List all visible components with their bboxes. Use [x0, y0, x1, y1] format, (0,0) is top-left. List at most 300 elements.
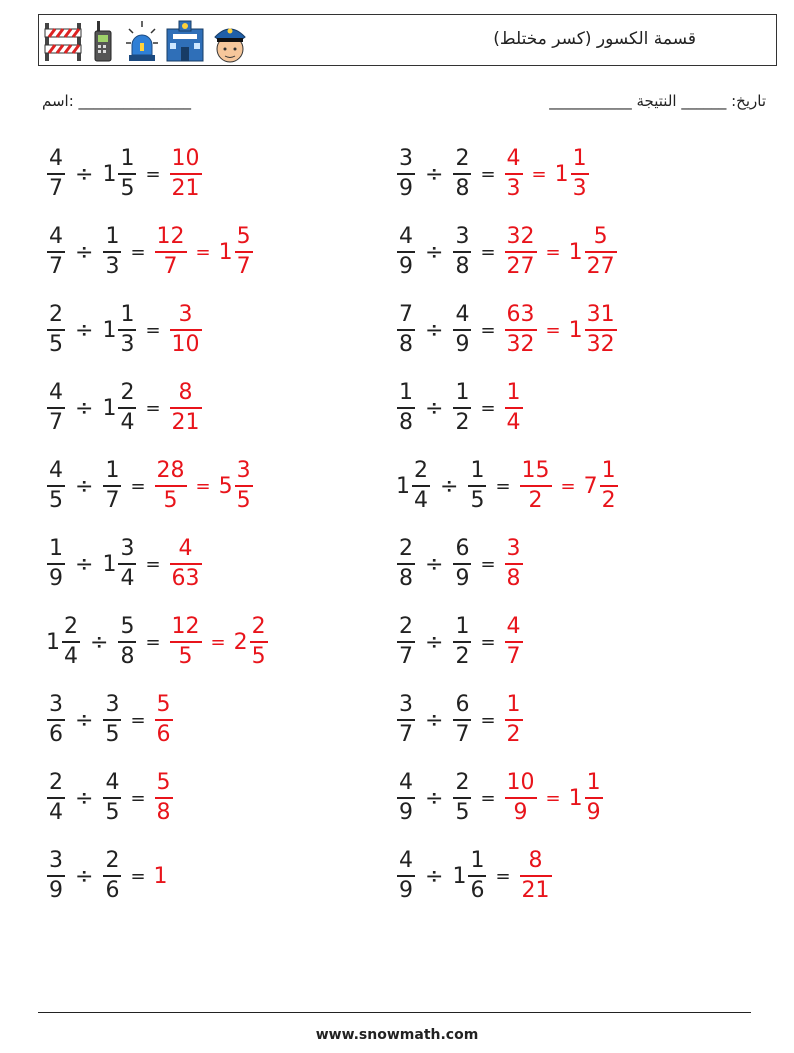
denominator: 7 [49, 409, 63, 435]
denominator: 7 [455, 721, 470, 747]
fraction [397, 616, 415, 668]
numerator: 12 [171, 614, 200, 640]
numerator: 1 [601, 458, 616, 484]
fraction-bar [170, 407, 202, 409]
denominator: 8 [399, 409, 413, 435]
denominator: 4 [64, 643, 78, 669]
fraction [468, 460, 486, 512]
fraction [397, 538, 415, 590]
whole-number: 1 [568, 317, 583, 343]
denominator: 27 [506, 253, 535, 279]
answer-fraction [505, 772, 537, 824]
numerator: 4 [399, 770, 413, 796]
numerator: 1 [572, 146, 587, 172]
answer-fraction [170, 538, 202, 590]
numerator: 3 [455, 224, 470, 250]
divisor [452, 226, 472, 278]
numerator: 5 [593, 224, 608, 250]
fraction-bar [118, 173, 136, 175]
answer-fraction [520, 850, 552, 902]
fraction-bar [505, 719, 523, 721]
denominator: 7 [506, 643, 521, 669]
divisor [102, 226, 122, 278]
fraction-bar [118, 563, 136, 565]
numerator: 1 [506, 380, 521, 406]
fraction [453, 382, 471, 434]
denominator: 9 [586, 799, 601, 825]
answer [154, 460, 254, 512]
fraction-bar [468, 875, 486, 877]
denominator: 5 [178, 643, 193, 669]
answer-fraction [170, 304, 202, 356]
numerator: 5 [156, 770, 171, 796]
answer [504, 538, 524, 590]
problem-row [396, 532, 524, 596]
divisor [102, 850, 122, 902]
denominator: 7 [49, 253, 63, 279]
denominator: 9 [399, 253, 413, 279]
numerator: 4 [178, 536, 193, 562]
fraction-bar [520, 875, 552, 877]
divisor [102, 694, 122, 746]
numerator: 2 [399, 536, 413, 562]
denominator: 9 [49, 877, 63, 903]
fraction-bar [453, 251, 471, 253]
dividend [46, 226, 66, 278]
divide-sign: ÷ [425, 863, 444, 889]
denominator: 5 [251, 643, 266, 669]
numerator: 5 [120, 614, 135, 640]
numerator: 3 [49, 848, 63, 874]
fraction-bar [47, 485, 65, 487]
dividend [46, 850, 66, 902]
dividend [396, 382, 416, 434]
numerator: 1 [470, 458, 485, 484]
denominator: 3 [506, 175, 521, 201]
answer [169, 148, 203, 200]
answer-equals-sign: = [195, 475, 211, 497]
denominator: 8 [455, 175, 470, 201]
fraction [397, 382, 415, 434]
divide-sign: ÷ [425, 785, 444, 811]
answer [169, 616, 269, 668]
divisor [452, 772, 472, 824]
answer [154, 864, 169, 889]
denominator: 9 [455, 331, 470, 357]
divide-sign: ÷ [425, 707, 444, 733]
fraction [453, 148, 471, 200]
dividend [46, 616, 81, 668]
answer-fraction [170, 148, 202, 200]
answer [169, 304, 203, 356]
equals-sign: = [145, 553, 161, 575]
fraction-bar [453, 797, 471, 799]
fraction-bar [468, 485, 486, 487]
divide-sign: ÷ [75, 707, 94, 733]
denominator: 8 [120, 643, 135, 669]
fraction [103, 850, 121, 902]
fraction-bar [505, 563, 523, 565]
denominator: 8 [399, 565, 413, 591]
whole-number: 1 [554, 161, 569, 187]
equals-sign: = [480, 553, 496, 575]
fraction [397, 226, 415, 278]
fraction-bar [103, 875, 121, 877]
fraction-bar [155, 719, 173, 721]
fraction [47, 148, 65, 200]
whole-number: 2 [233, 629, 248, 655]
numerator: 15 [521, 458, 550, 484]
fraction-bar [397, 641, 415, 643]
denominator: 8 [455, 253, 470, 279]
denominator: 6 [470, 877, 485, 903]
denominator: 27 [586, 253, 615, 279]
dividend [46, 538, 66, 590]
problem-row [396, 610, 524, 674]
equals-sign: = [480, 787, 496, 809]
answer-mixed-number [219, 460, 254, 512]
answer-equals-sign: = [531, 163, 547, 185]
fraction-bar [155, 485, 187, 487]
answer-equals-sign: = [560, 475, 576, 497]
answer [504, 226, 618, 278]
fraction-bar [585, 329, 617, 331]
numerator: 63 [506, 302, 535, 328]
whole-number: 1 [102, 551, 117, 577]
divisor [102, 304, 137, 356]
problem-row [396, 376, 524, 440]
denominator: 4 [120, 409, 135, 435]
answer-fraction [155, 772, 173, 824]
equals-sign: = [480, 241, 496, 263]
denominator: 9 [399, 877, 413, 903]
fraction-bar [47, 719, 65, 721]
fraction-bar [600, 485, 618, 487]
fraction-bar [47, 563, 65, 565]
denominator: 9 [455, 565, 470, 591]
divide-sign: ÷ [75, 551, 94, 577]
fraction-bar [505, 407, 523, 409]
numerator: 1 [506, 692, 521, 718]
fraction-bar [250, 641, 268, 643]
answer-fraction [505, 616, 523, 668]
fraction [118, 538, 136, 590]
fraction-bar [47, 251, 65, 253]
problem-row [46, 688, 174, 752]
fraction-bar [505, 173, 523, 175]
numerator: 12 [156, 224, 185, 250]
divide-sign: ÷ [440, 473, 459, 499]
divisor [452, 304, 472, 356]
answer-equals-sign: = [545, 787, 561, 809]
denominator: 6 [156, 721, 171, 747]
numerator: 3 [120, 536, 135, 562]
numerator: 4 [49, 224, 63, 250]
problem-row [46, 532, 203, 596]
answer-equals-sign: = [545, 241, 561, 263]
fraction-bar [103, 485, 121, 487]
denominator: 8 [399, 331, 413, 357]
worksheet-title: قسمة الكسور (كسر مختلط) [493, 29, 696, 49]
fraction [397, 694, 415, 746]
answer-fraction [505, 538, 523, 590]
problem-row [396, 688, 524, 752]
divide-sign: ÷ [425, 551, 444, 577]
numerator: 5 [156, 692, 171, 718]
answer-fraction [155, 460, 187, 512]
equals-sign: = [480, 163, 496, 185]
dividend [396, 460, 431, 512]
answer [504, 148, 590, 200]
divide-sign: ÷ [425, 629, 444, 655]
numerator: 1 [470, 848, 485, 874]
dividend [396, 226, 416, 278]
problem-row [46, 298, 203, 362]
fraction-bar [103, 719, 121, 721]
fraction-bar [235, 251, 253, 253]
equals-sign: = [130, 865, 146, 887]
fraction [585, 226, 617, 278]
numerator: 3 [105, 692, 120, 718]
dividend [46, 460, 66, 512]
answer-fraction [505, 148, 523, 200]
divisor [452, 850, 487, 902]
denominator: 3 [120, 331, 135, 357]
answer-equals-sign: = [210, 631, 226, 653]
denominator: 3 [572, 175, 587, 201]
fraction-bar [235, 485, 253, 487]
fraction-bar [453, 329, 471, 331]
footer-url: www.snowmath.com [315, 1027, 479, 1043]
fraction-bar [412, 485, 430, 487]
equals-sign: = [145, 631, 161, 653]
numerator: 3 [236, 458, 251, 484]
fraction [453, 772, 471, 824]
dividend [396, 616, 416, 668]
problem-row [396, 844, 553, 908]
whole-number: 1 [568, 239, 583, 265]
fraction [62, 616, 80, 668]
answer [154, 772, 174, 824]
divisor [452, 616, 472, 668]
fraction-bar [170, 173, 202, 175]
whole-number: 1 [46, 629, 60, 655]
denominator: 63 [171, 565, 200, 591]
numerator: 10 [171, 146, 200, 172]
numerator: 1 [105, 224, 120, 250]
denominator: 8 [156, 799, 171, 825]
answer [504, 382, 524, 434]
numerator: 1 [455, 614, 470, 640]
numerator: 4 [399, 224, 413, 250]
fraction-bar [118, 329, 136, 331]
fraction-bar [453, 719, 471, 721]
numerator: 1 [105, 458, 120, 484]
divide-sign: ÷ [425, 161, 444, 187]
fraction-bar [170, 641, 202, 643]
divisor [102, 460, 122, 512]
answer-mixed-number [234, 616, 269, 668]
equals-sign: = [130, 787, 146, 809]
denominator: 4 [506, 409, 521, 435]
numerator: 3 [399, 146, 413, 172]
dividend [46, 772, 66, 824]
fraction [47, 694, 65, 746]
equals-sign: = [145, 397, 161, 419]
fraction-bar [47, 407, 65, 409]
answer-fraction [505, 382, 523, 434]
denominator: 2 [601, 487, 616, 513]
divisor [102, 772, 122, 824]
footer-divider [38, 1012, 751, 1013]
problem-row [46, 376, 203, 440]
numerator: 32 [506, 224, 535, 250]
fraction [103, 460, 121, 512]
problem-row [46, 220, 254, 284]
denominator: 4 [120, 565, 135, 591]
fraction-bar [453, 563, 471, 565]
divide-sign: ÷ [75, 161, 94, 187]
fraction-bar [571, 173, 589, 175]
fraction-bar [397, 875, 415, 877]
fraction-bar [397, 719, 415, 721]
problem-row [396, 454, 619, 518]
fraction-bar [47, 797, 65, 799]
dividend [46, 148, 66, 200]
denominator: 7 [399, 721, 413, 747]
denominator: 7 [49, 175, 63, 201]
dividend [396, 148, 416, 200]
denominator: 5 [163, 487, 178, 513]
numerator: 2 [49, 770, 63, 796]
numerator: 2 [120, 380, 135, 406]
answer-fraction [520, 460, 552, 512]
denominator: 5 [236, 487, 251, 513]
answer [519, 460, 619, 512]
problem-row [46, 142, 203, 206]
answer [504, 694, 524, 746]
answer-fraction [505, 694, 523, 746]
equals-sign: = [145, 319, 161, 341]
denominator: 2 [455, 409, 470, 435]
problem-row [396, 142, 590, 206]
numerator: 4 [49, 458, 63, 484]
equals-sign: = [480, 319, 496, 341]
denominator: 6 [49, 721, 63, 747]
fraction-bar [505, 641, 523, 643]
fraction [47, 772, 65, 824]
numerator: 31 [586, 302, 615, 328]
fraction [412, 460, 430, 512]
divide-sign: ÷ [75, 785, 94, 811]
problem-row [46, 766, 174, 830]
dividend [396, 694, 416, 746]
denominator: 5 [105, 799, 120, 825]
denominator: 21 [171, 175, 200, 201]
divide-sign: ÷ [90, 629, 109, 655]
denominator: 7 [399, 643, 413, 669]
fraction-bar [453, 407, 471, 409]
numerator: 8 [528, 848, 543, 874]
equals-sign: = [480, 631, 496, 653]
divide-sign: ÷ [75, 473, 94, 499]
answer [504, 772, 604, 824]
fraction [235, 460, 253, 512]
fraction [250, 616, 268, 668]
dividend [46, 694, 66, 746]
whole-number: 1 [218, 239, 233, 265]
answer-mixed-number [569, 772, 604, 824]
fraction-bar [453, 173, 471, 175]
denominator: 32 [586, 331, 615, 357]
answer-mixed-number [569, 226, 618, 278]
problem-row [46, 844, 169, 908]
equals-sign: = [130, 709, 146, 731]
equals-sign: = [495, 475, 511, 497]
numerator: 2 [64, 614, 78, 640]
answer [504, 304, 618, 356]
denominator: 5 [49, 487, 63, 513]
divisor [452, 538, 472, 590]
answer-mixed-number [569, 304, 618, 356]
fraction [600, 460, 618, 512]
fraction-bar [397, 251, 415, 253]
fraction [397, 772, 415, 824]
fraction [47, 382, 65, 434]
fraction [585, 772, 603, 824]
denominator: 21 [521, 877, 550, 903]
numerator: 4 [455, 302, 470, 328]
fraction [47, 226, 65, 278]
denominator: 7 [105, 487, 120, 513]
dividend [46, 304, 66, 356]
numerator: 6 [455, 536, 470, 562]
dividend [396, 304, 416, 356]
answer-fraction [155, 694, 173, 746]
denominator: 2 [528, 487, 543, 513]
fraction [103, 226, 121, 278]
answer-mixed-number [219, 226, 254, 278]
divisor [467, 460, 487, 512]
dividend [46, 382, 66, 434]
answer [519, 850, 553, 902]
fraction-bar [505, 251, 537, 253]
fraction-bar [520, 485, 552, 487]
fraction-bar [155, 251, 187, 253]
whole-number: 1 [452, 863, 467, 889]
fraction [397, 304, 415, 356]
answer-equals-sign: = [545, 319, 561, 341]
answer-fraction [170, 616, 202, 668]
equals-sign: = [480, 709, 496, 731]
numerator: 2 [455, 146, 470, 172]
fraction-bar [118, 407, 136, 409]
numerator: 3 [399, 692, 413, 718]
whole-number: 7 [583, 473, 598, 499]
fraction [453, 538, 471, 590]
denominator: 5 [470, 487, 485, 513]
denominator: 9 [399, 799, 413, 825]
answer-fraction [170, 382, 202, 434]
fraction-bar [585, 251, 617, 253]
denominator: 21 [171, 409, 200, 435]
answer-mixed-number [584, 460, 619, 512]
answer [154, 226, 254, 278]
numerator: 2 [105, 848, 120, 874]
fraction-bar [103, 251, 121, 253]
numerator: 10 [506, 770, 535, 796]
divide-sign: ÷ [425, 317, 444, 343]
